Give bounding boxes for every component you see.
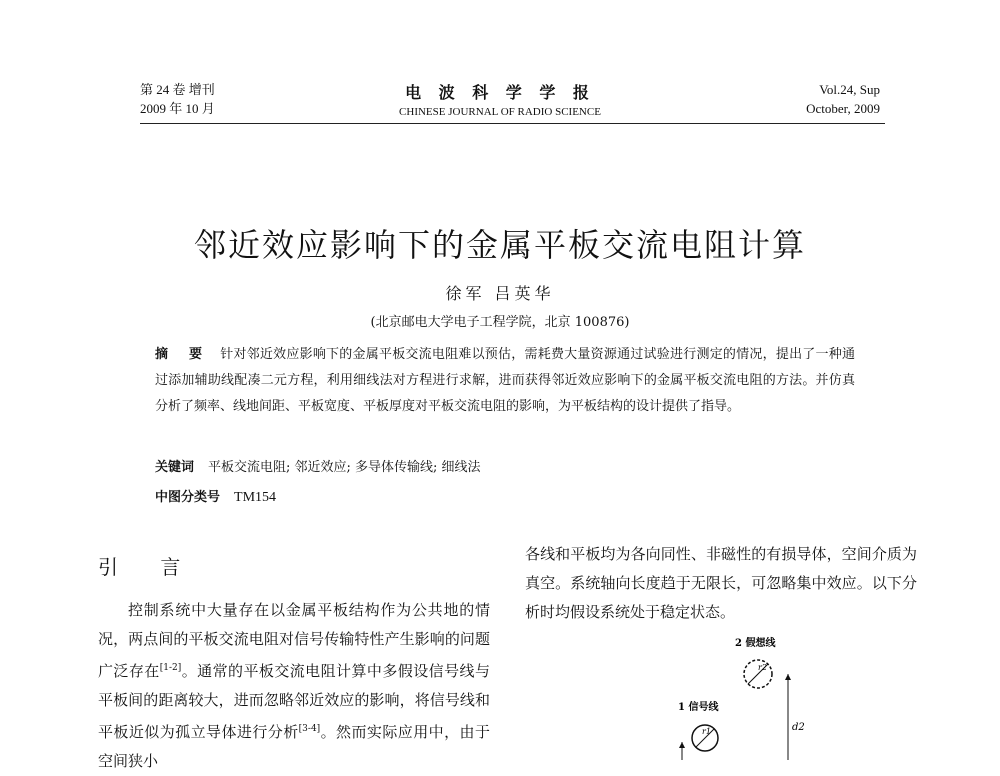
paper-title: 邻近效应影响下的金属平板交流电阻计算: [193, 226, 806, 264]
section-heading: 引 言: [98, 555, 199, 579]
date-en: October, 2009: [806, 101, 880, 116]
classification: [155, 486, 276, 506]
classification-value: TM154: [234, 490, 277, 505]
header-right: [806, 80, 880, 118]
conductor-figure: [640, 630, 840, 760]
authors: 徐军 吕英华: [445, 284, 555, 303]
citation-1: [1-2]: [159, 663, 182, 673]
citation-2: [3-4]: [298, 724, 321, 734]
distance-d2-label: d2: [792, 722, 805, 733]
arrow-up-icon: [679, 742, 685, 748]
keywords-label: 关键词: [155, 460, 195, 475]
left-column-paragraph: [98, 596, 490, 776]
arrow-up-icon: [785, 674, 791, 680]
header-rule: [140, 123, 885, 124]
abstract-text: 针对邻近效应影响下的金属平板交流电阻难以预估，需耗费大量资源通过试验进行测定的情况，提出了一种通过添加辅助线配凑二元方程，利用细线法对方程进行求解，进而获得邻近效应影响下的金属平板交流电阻的方法。并仿真分析了频率、线地间距、平板宽度、平板厚度对平板交流电阻的影响，为平板结构的设计提供了指导。: [155, 347, 855, 414]
affiliation: (北京邮电大学电子工程学院，北京 100876): [370, 315, 630, 330]
classification-label: 中图分类号: [155, 490, 221, 505]
radius-r2-label: r2: [758, 663, 767, 672]
keywords: [155, 456, 481, 475]
keywords-text: 平板交流电阻; 邻近效应; 多导体传输线; 细线法: [208, 460, 481, 475]
journal-name-en: CHINESE JOURNAL OF RADIO SCIENCE: [399, 106, 601, 118]
figure-label-signal-line: 1 信号线: [678, 702, 719, 713]
volume-issue: 第 24 卷 增刊: [140, 82, 215, 97]
radius-r1-label: r1: [702, 727, 711, 736]
left-text-3: 。然而实际应用中，由于空间狭小: [98, 723, 490, 770]
left-text-1: 控制系统中大量存在以金属平板结构作为公共地的情况，两点间的平板交流电阻对信号传输特性产生影响的问题广泛存在: [98, 601, 490, 680]
figure-label-imaginary-line: 2 假想线: [735, 638, 776, 649]
issue-date: 2009 年 10 月: [140, 101, 215, 116]
left-text-2: 。通常的平板交流电阻计算中多假设信号线与平板间的距离较大，进而忽略邻近效应的影响，将信号线和平板近似为孤立导体进行分析: [98, 662, 490, 741]
abstract: [155, 342, 855, 420]
volume-en: Vol.24, Sup: [819, 82, 880, 97]
right-column-paragraph: 各线和平板均为各向同性、非磁性的有损导体，空间介质为真空。系统轴向长度趋于无限长，可忽略集中效应。以下分析时均假设系统处于稳定状态。: [525, 545, 917, 621]
journal-name-cn: 电 波 科 学 学 报: [405, 83, 595, 102]
abstract-label: 摘 要: [155, 347, 211, 362]
